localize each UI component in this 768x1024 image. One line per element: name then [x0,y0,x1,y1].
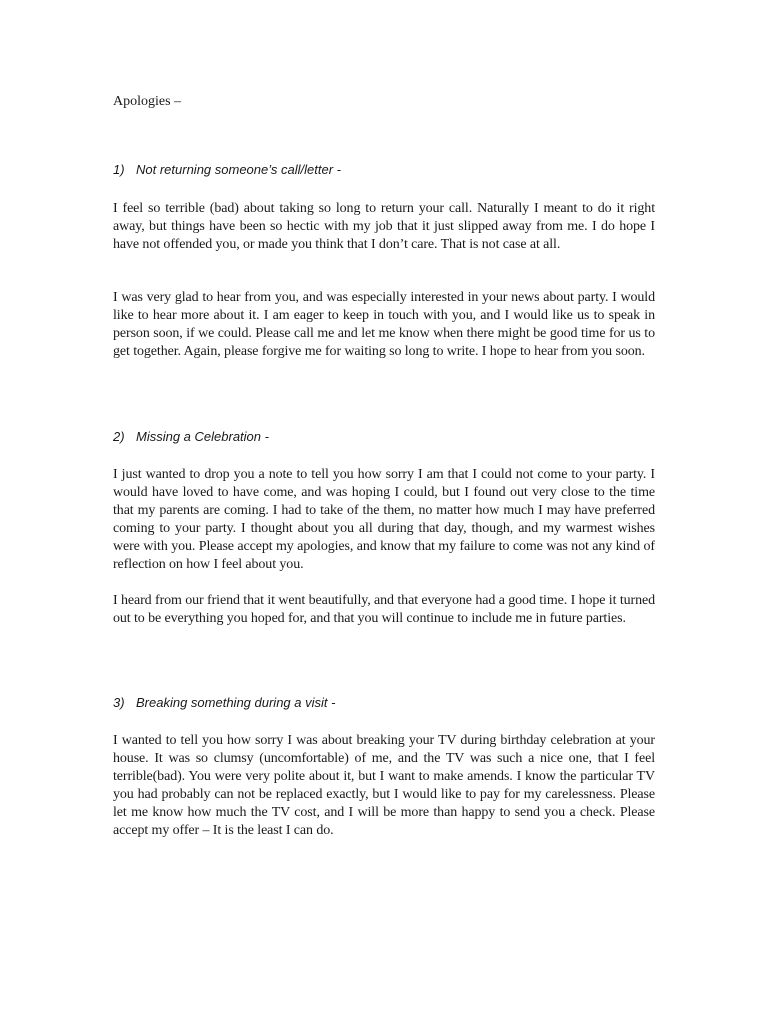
section-number: 1) [113,162,125,177]
document-title: Apologies – [113,94,182,109]
paragraph-call-followup: I was very glad to hear from you, and was especially interested in your news about party. I would like to hear more about it. I am eager to keep in touch with you, and I would like us to speak in person soon, if we could. Please call me and let me know when there might be good time for us to get together. Again, please forgive me for waiting so long to write. I hope to hear from you soon. [113,290,655,359]
section-heading-text: Breaking something during a visit - [136,695,336,710]
section-heading-not-returning-call [113,161,341,179]
section-number: 2) [113,429,125,444]
section-number: 3) [113,695,125,710]
section-heading-text: Missing a Celebration - [136,429,269,444]
section-heading-missing-celebration [113,428,269,446]
paragraph-party-apology: I just wanted to drop you a note to tell you how sorry I am that I could not come to your party. I would have loved to have come, and was hoping I could, but I found out very close to the time that my parents are coming. I had to take of the them, no matter how much I may have preferred coming to your party. I thought about you all during that day, though, and my warmest wishes were with you. Please accept my apologies, and know that my failure to come was not any kind of reflection on how I feel about you. [113,467,655,572]
paragraph-call-apology: I feel so terrible (bad) about taking so long to return your call. Naturally I meant to do it right away, but things have been so hectic with my job that it just slipped away from me. I do hope I have not offended you, or made you think that I don’t care. That is not case at all. [113,201,655,252]
section-heading-text: Not returning someone’s call/letter - [136,162,341,177]
paragraph-party-followup: I heard from our friend that it went beautifully, and that everyone had a good time. I hope it turned out to be everything you hoped for, and that you will continue to include me in future parties. [113,593,655,626]
section-heading-breaking-something [113,694,335,712]
paragraph-tv-apology: I wanted to tell you how sorry I was about breaking your TV during birthday celebration at your house. It was so clumsy (uncomfortable) of me, and the TV was such a nice one, that I feel terrible(bad). You were very polite about it, but I want to make amends. I know the particular TV you had probably can not be replaced exactly, but I would like to pay for my carelessness. Please let me know how much the TV cost, and I will be more than happy to send you a check. Please accept my offer – It is the least I can do. [113,733,655,838]
